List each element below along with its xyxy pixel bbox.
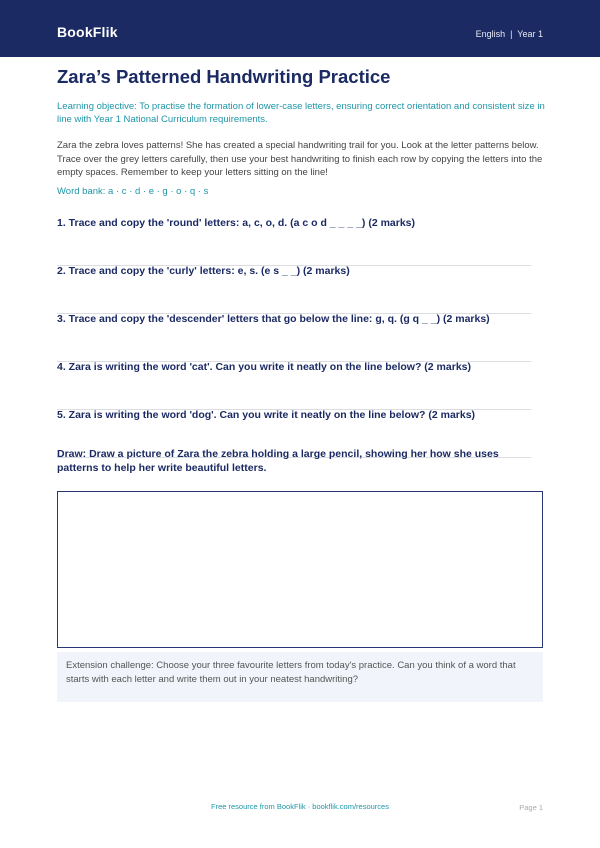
subject-year-label: English | Year 1 [475,29,543,39]
drawing-area[interactable] [57,491,543,648]
brand-logo[interactable]: BookFlik [57,24,118,40]
question-3: 3. Trace and copy the 'descender' letters that go below the line: g, q. (g q _ _) (2 marks) [57,313,490,325]
question-2: 2. Trace and copy the 'curly' letters: e, s. (e s _ _) (2 marks) [57,265,350,277]
footer-source-link[interactable]: Free resource from BookFlik · bookflik.com/resources [211,802,389,811]
page-header [0,0,600,57]
word-bank: Word bank: a · c · d · e · g · o · q · s [57,186,209,197]
question-5: 5. Zara is writing the word 'dog'. Can you write it neatly on the line below? (2 marks) [57,409,476,421]
page-title: Zara’s Patterned Handwriting Practice [57,66,391,87]
question-4: 4. Zara is writing the word 'cat'. Can you write it neatly on the line below? (2 marks) [57,361,471,373]
page-number: Page 1 [519,803,543,812]
question-1: 1. Trace and copy the 'round' letters: a, c, o, d. (a c o d _ _ _ _) (2 marks) [57,217,416,229]
learning-objective: Learning objective: To practise the formation of lower-case letters, ensuring correct orientation and consistent size in line with Year 1 National Curriculum requirements. [57,101,545,125]
draw-prompt: Draw: Draw a picture of Zara the zebra holding a large pencil, showing her how she uses patterns to help her write beautiful letters. [57,448,499,474]
extension-challenge: Extension challenge: Choose your three favourite letters from today's practice. Can you think of a word that starts with each letter and write them out in your neatest handwriting? [57,652,543,702]
intro-text: Zara the zebra loves patterns! She has created a special handwriting trail for you. Look at the letter patterns below. Trace over the grey letters carefully, then use your best handwriting to finish each row by copying the letters into the empty spaces. Remember to keep your letters sitting on the line! [57,140,543,178]
